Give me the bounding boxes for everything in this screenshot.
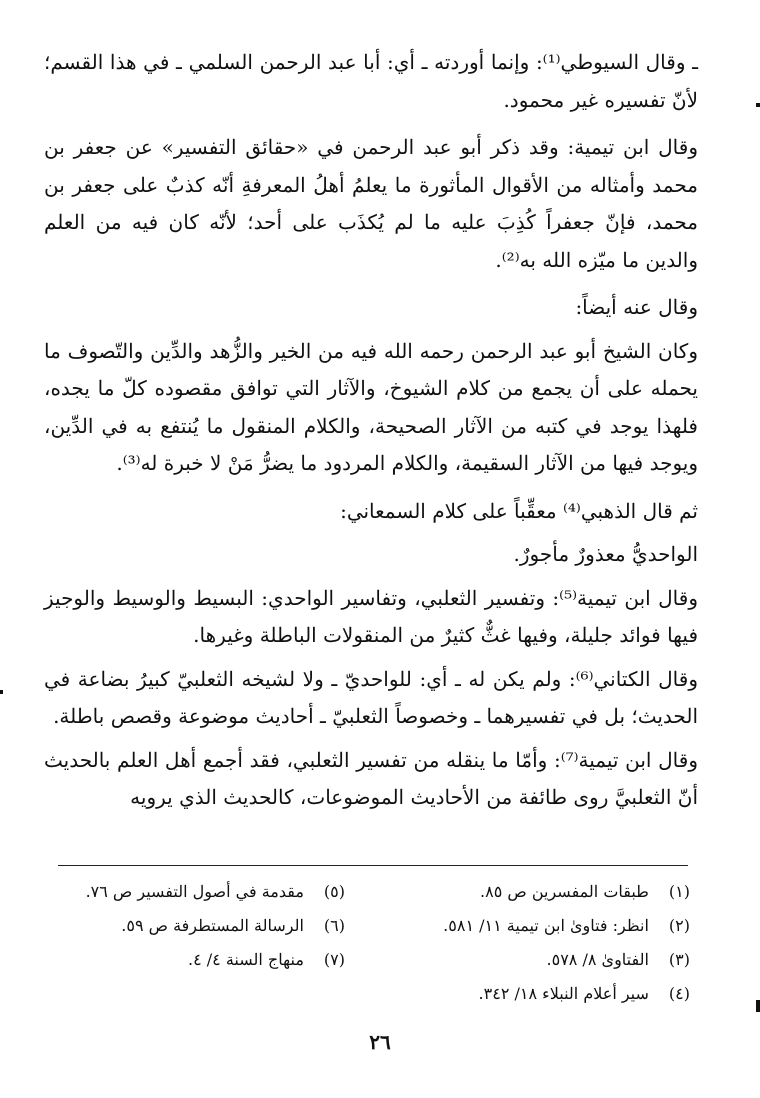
footnote-number: (٥) <box>323 882 345 901</box>
footnote-text: الفتاوىٰ ٨/ ٥٧٨. <box>546 950 649 969</box>
footnote-number: (٤) <box>668 984 690 1003</box>
footnote-text: منهاج السنة ٤/ ٤. <box>187 950 304 969</box>
scan-edge-mark <box>0 690 3 694</box>
scan-edge-mark <box>756 103 760 107</box>
main-text <box>44 44 698 823</box>
paragraph: وقال الكتاني⁽⁶⁾: ولم يكن له ـ أي: للواحديّ ـ ولا لشيخه الثعلبيّ كبيرُ بضاعة في الحديث؛ بل في تفسيرهما ـ وخصوصاً الثعلبيّ ـ أحاديث موضوعة وقصص باطلة. <box>44 666 698 728</box>
footnote <box>70 943 345 977</box>
page-number: ٢٦ <box>369 1030 391 1054</box>
footnote-text: طبقات المفسرين ص ٨٥. <box>480 882 649 901</box>
footnote-separator <box>58 865 688 866</box>
footnote-number: (٦) <box>323 916 345 935</box>
paragraph: وقال ابن تيمية⁽⁵⁾: وتفسير الثعلبي، وتفاسير الواحدي: البسيط والوسيط والوجيز فيها فوائد جليلة، وفيها غثٌّ كثيرٌ من المنقولات الباطلة وغيرها. <box>44 585 698 647</box>
footnote <box>370 977 690 1011</box>
paragraph: ـ وقال السيوطي⁽¹⁾: وإنما أوردته ـ أي: أبا عبد الرحمن السلمي ـ في هذا القسم؛ لأنّ تفسيره غير محمود. <box>44 50 699 112</box>
footnotes-left-column <box>70 875 345 977</box>
footnote-number: (٢) <box>668 916 690 935</box>
paragraph: الواحديُّ معذورٌ مأجورٌ. <box>513 542 698 566</box>
footnote-number: (٣) <box>668 950 690 969</box>
footnote-text: انظر: فتاوىٰ ابن تيمية ١١/ ٥٨١. <box>443 916 649 935</box>
footnote <box>70 875 345 909</box>
paragraph: وكان الشيخ أبو عبد الرحمن رحمه الله فيه من الخير والزُّهد والدِّين والتّصوف ما يحمله على أن يجمع من كلام الشيوخ، والآثار التي توافق مقصوده كلّ ما يجده، فلهذا يوجد في كتبه من الآثار الصحيحة، والكلام المنقول ما يُنتفع به في الدِّين، ويوجد فيها من الآثار السقيمة، والكلام المردود ما يضرُّ مَنْ لا خبرة له⁽³⁾. <box>44 338 698 475</box>
paragraph: ثم قال الذهبي⁽⁴⁾ معقِّباً على كلام السمعاني: <box>340 498 698 523</box>
footnote <box>370 943 690 977</box>
footnotes-right-column <box>370 875 690 1011</box>
footnote-text: الرسالة المستطرفة ص ٥٩. <box>121 916 304 935</box>
scan-edge-mark <box>756 1000 760 1012</box>
paragraph: وقال ابن تيمية⁽⁷⁾: وأمّا ما ينقله من تفسير الثعلبي، فقد أجمع أهل العلم بالحديث أنّ الثعلبيَّ روى طائفة من الأحاديث الموضوعات، كالحديث الذي يرويه <box>44 747 698 809</box>
footnote-text: مقدمة في أصول التفسير ص ٧٦. <box>85 882 304 901</box>
footnote-text: سير أعلام النبلاء ١٨/ ٣٤٢. <box>478 984 649 1003</box>
paragraph: وقال ابن تيمية: وقد ذكر أبو عبد الرحمن في «حقائق التفسير» عن جعفر بن محمد وأمثاله من الأقوال المأثورة ما يعلمُ أهلُ المعرفةِ أنّه كذبٌ على جعفر بن محمد، فإنّ جعفراً كُذِبَ عليه ما لم يُكذَب على أحد؛ لأنّه كان فيه من العلم والدين ما ميّزه الله به⁽²⁾. <box>44 135 698 272</box>
footnote <box>370 909 690 943</box>
footnote-number: (٧) <box>323 950 345 969</box>
footnote <box>70 909 345 943</box>
footnotes <box>70 875 690 1015</box>
footnote <box>370 875 690 909</box>
paragraph: وقال عنه أيضاً: <box>575 295 698 319</box>
footnote-number: (١) <box>668 882 690 901</box>
